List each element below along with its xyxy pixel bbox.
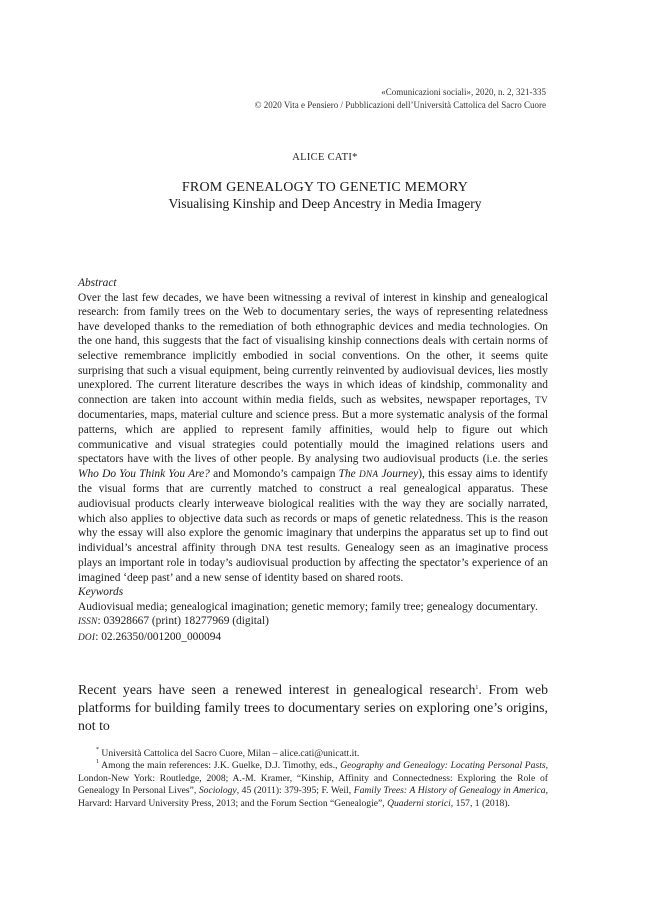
- footnote-ref-1[interactable]: 1: [475, 685, 479, 691]
- author-name: ALICE CATI*: [292, 152, 358, 163]
- article-title: FROM GENEALOGY TO GENETIC MEMORY: [181, 180, 469, 195]
- cited-title: Geography and Genealogy: Locating Personal Pasts,: [340, 760, 548, 772]
- campaign-title-dna: DNA: [358, 469, 379, 480]
- campaign-title-journey: Journey: [378, 467, 419, 480]
- footnote-star-mark: *: [96, 747, 99, 753]
- footnote-text: London-New York: Routledge, 2008; A.-M. Kramer, “Kinship, Affinity and Connectedness: Exploring the Role of Genealogy In Personal Lives”,: [78, 772, 548, 797]
- cited-title: Quaderni storici: [387, 797, 451, 809]
- journal-citation: «Comunicazioni sociali», 2020, n. 2, 321-335: [381, 87, 546, 97]
- footnote-1-mark: 1: [96, 759, 99, 766]
- doi-value: : 02.26350/001200_000094: [95, 630, 222, 643]
- abstract-text-part: ), this essay aims to identify the visual forms that are currently matched to construct a real genealogical apparatus. These audiovisual products clearly interweave biological realities with the way they are socially narrated, which also applies to objective data such as records or maps of genetic relatedness. This is the reason why the essay will also explore the genomic imaginary that underpins the apparatus set up to find out individual’s ancestral affinity through: [78, 467, 548, 554]
- cited-title: Family Trees: A History of Genealogy in America: [353, 785, 546, 797]
- footnote-text: , Harvard: Harvard University Press, 2013; and the Forum Section “Genealogie”,: [78, 785, 548, 809]
- journal-header: [255, 86, 546, 111]
- issn-line: [78, 614, 548, 630]
- issn-value: : 03928667 (print) 18277969 (digital): [97, 615, 269, 628]
- body-text-part: . From web platforms for building family trees to documentary series on exploring one’s origins, not to: [78, 682, 548, 733]
- footnote-text: , 157, 1 (2018).: [450, 797, 510, 809]
- abstract-text-part: test results. Genealogy seen as an imaginative process plays an important role in today’s audiovisual production by affecting the spectator’s experience of an imagined ‘deep past’ and a new sense of identity based on shared roots.: [78, 541, 548, 584]
- abbr-dna: DNA: [261, 543, 282, 554]
- issn-label: ISSN: [78, 617, 98, 628]
- abstract-text-part: and Momondo’s campaign: [209, 467, 339, 480]
- article-subtitle: Visualising Kinship and Deep Ancestry in Media Imagery: [168, 196, 482, 211]
- footnote-text: , 45 (2011): 379-395; F. Weil,: [236, 785, 354, 797]
- doi-line: [78, 630, 548, 646]
- keywords-heading: Keywords: [78, 586, 124, 598]
- abstract-text-part: Over the last few decades, we have been witnessing a revival of interest in kinship and genealogical research: from family trees on the Web to documentary series, the ways of representing relatedness have developed thanks to the remediation of both ethnographic devices and media technologies. On the one hand, this suggests that the fact of visualising kinship connections deals with certain norms of selective remembrance implicitly embodied in social conventions. On the other, it seems quite surprising that such a visual equipment, being currently reinvented by audiovisual devices, lies mostly unexplored. The current literature describes the ways in which ideas of kindship, commonality and connection are taken into account within media fields, such as websites, newspaper reportages,: [78, 291, 548, 406]
- series-title: Who Do You Think You Are?: [78, 467, 210, 480]
- abstract-section: [78, 276, 548, 585]
- footnotes: [78, 748, 548, 810]
- campaign-title-the: The: [338, 467, 356, 480]
- copyright-notice: © 2020 Vita e Pensiero / Pubblicazioni dell’Università Cattolica del Sacro Cuore: [254, 99, 546, 110]
- cited-title: Sociology: [198, 785, 237, 797]
- footnote-affiliation: [78, 748, 548, 760]
- body-paragraph: [78, 681, 548, 735]
- abbr-tv: TV: [535, 395, 548, 406]
- keywords-text: Audiovisual media; genealogical imagination; genetic memory; family tree; genealogy documentary.: [78, 600, 538, 613]
- abstract-heading: Abstract: [78, 277, 117, 289]
- abstract-text-part: documentaries, maps, material culture and science press. But a more systematic analysis of the formal patterns, which are applied to represent family affinities, would help to figure out which communicative and visual strategies could potentially mould the imagined relations users and spectators have with the lives of other people. By analysing two audiovisual products (i.e. the series: [78, 409, 548, 466]
- keywords-section: [78, 585, 548, 645]
- body-text-part: Recent years have seen a renewed interest in genealogical research: [78, 682, 476, 697]
- abstract-text: [78, 291, 548, 586]
- footnote-1: [78, 760, 548, 810]
- footnote-text: Università Cattolica del Sacro Cuore, Milan – alice.cati@unicatt.it.: [99, 748, 360, 759]
- footnote-text: Among the main references: J.K. Guelke, D.J. Timothy, eds.,: [99, 760, 341, 772]
- doi-label: DOI: [78, 632, 96, 643]
